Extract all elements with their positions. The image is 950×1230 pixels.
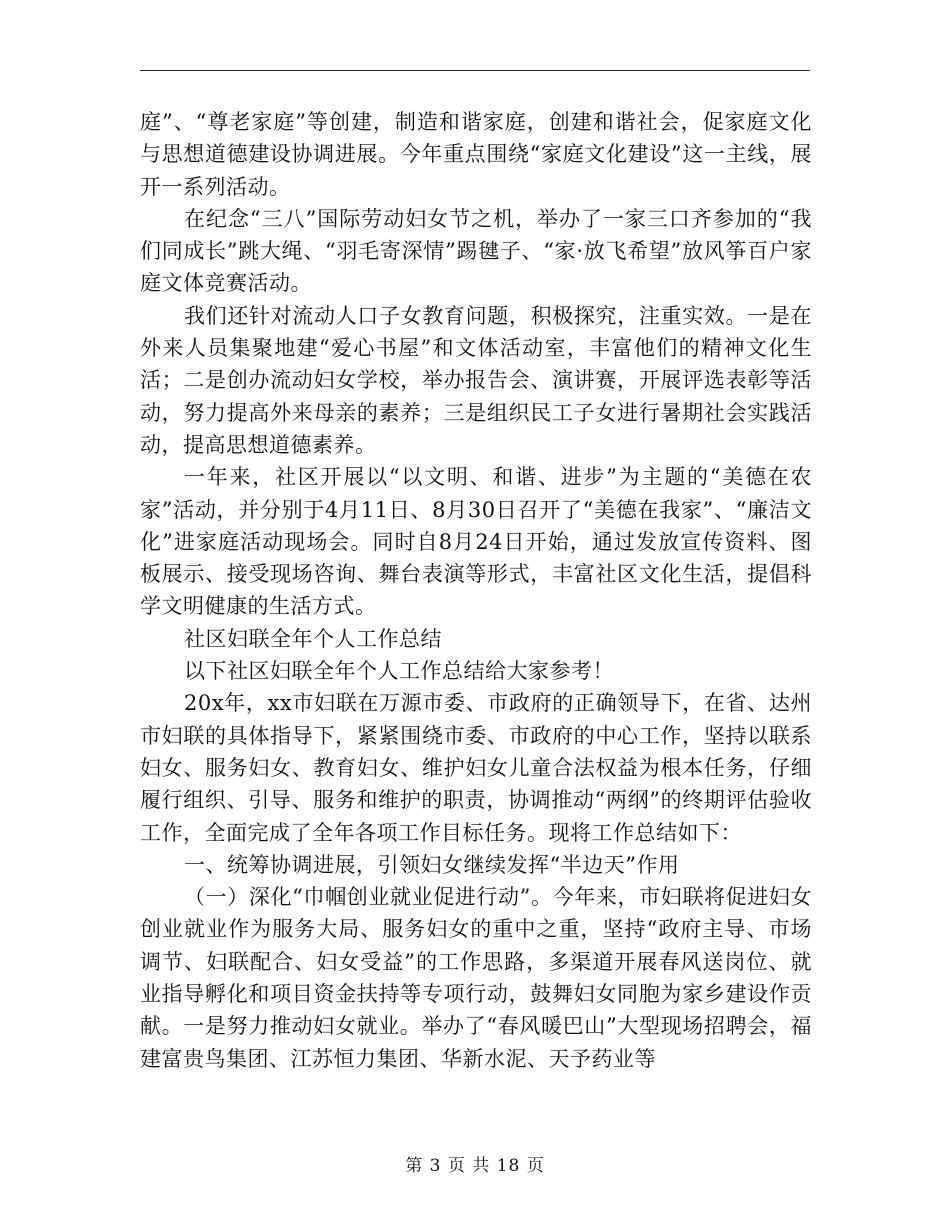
paragraph: 一年来，社区开展以“以文明、和谐、进步”为主题的“美德在农家”活动，并分别于4月11日、8月30日召开了“美德在我家”、“廉洁文化”进家庭活动现场会。同时自8月24日开始，通过发放宣传资料、图板展示、接受现场咨询、舞台表演等形式，丰富社区文化生活，提倡科学文明健康的生活方式。 [140,465,812,619]
paragraph: 在纪念“三八”国际劳动妇女节之机，举办了一家三口齐参加的“我们同成长”跳大绳、“羽毛寄深情”踢毽子、“家·放飞希望”放风筝百户家庭文体竞赛活动。 [140,206,812,296]
page-footer: 第 3 页 共 18 页 [405,1156,545,1176]
paragraph: （一）深化“巾帼创业就业促进行动”。今年来，市妇联将促进妇女创业就业作为服务大局、服务妇女的重中之重，坚持“政府主导、市场调节、妇联配合、妇女受益”的工作思路，多渠道开展春风送岗位、就业指导孵化和项目资金扶持等专项行动，鼓舞妇女同胞为家乡建设作贡献。一是努力推动妇女就业。举办了“春风暖巴山”大型现场招聘会，福建富贵鸟集团、江苏恒力集团、华新水泥、天予药业等 [140,885,812,1071]
paragraph: 20x年，xx市妇联在万源市委、市政府的正确领导下，在省、达州市妇联的具体指导下，紧紧围绕市委、市政府的中心工作，坚持以联系妇女、服务妇女、教育妇女、维护妇女儿童合法权益为根本任务，仔细履行组织、引导、服务和维护的职责，协调推动“两纲”的终期评估验收工作，全面完成了全年各项工作目标任务。现将工作总结如下： [140,691,812,845]
paragraph-continuation: 庭”、“尊老家庭”等创建，制造和谐家庭，创建和谐社会，促家庭文化与思想道德建设协调进展。今年重点围绕“家庭文化建设”这一主线，展开一系列活动。 [140,110,812,199]
intro-line: 以下社区妇联全年个人工作总结给大家参考！ [184,659,614,684]
header-rule [140,70,810,71]
heading-level-1: 一、统筹协调进展，引领妇女继续发挥“半边天”作用 [184,852,680,877]
paragraph: 我们还针对流动人口子女教育问题，积极探究，注重实效。一是在外来人员集聚地建“爱心书屋”和文体活动室，丰富他们的精神文化生活；二是创办流动妇女学校，举办报告会、演讲赛，开展评选表彰等活动，努力提高外来母亲的素养；三是组织民工子女进行暑期社会实践活动，提高思想道德素养。 [140,303,812,457]
body-text [140,106,812,1075]
section-title: 社区妇联全年个人工作总结 [184,626,442,651]
